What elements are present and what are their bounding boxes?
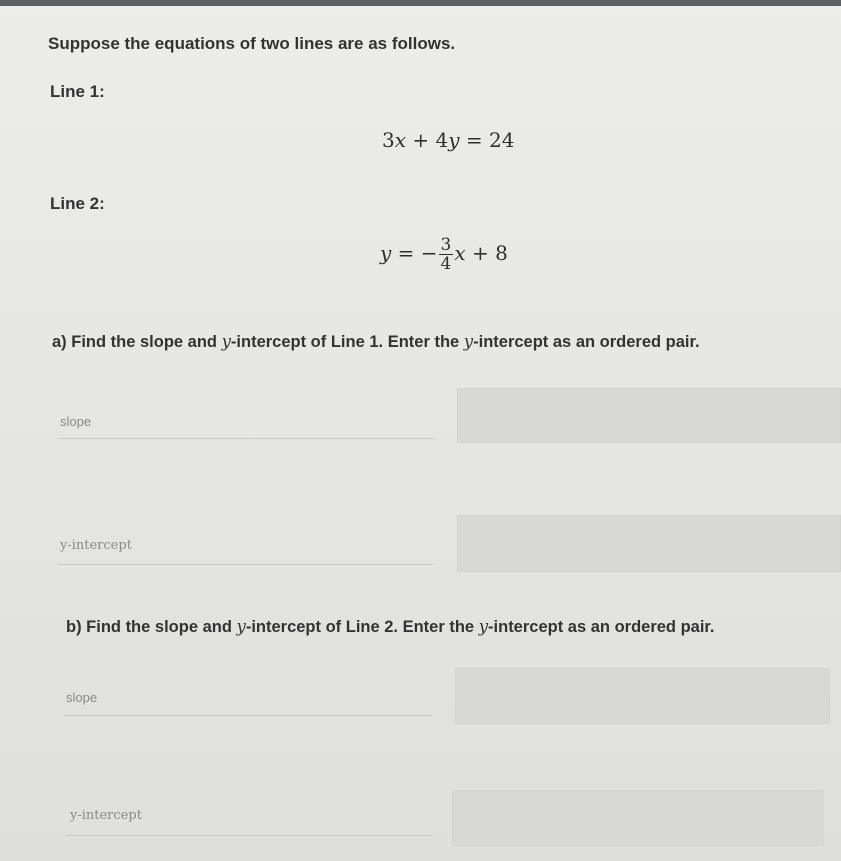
line1-equals: = xyxy=(465,128,483,152)
part-b-slope-input[interactable] xyxy=(455,668,830,724)
line1-var-x: x xyxy=(394,128,407,152)
part-b-slope-divider xyxy=(64,715,432,716)
line2-constant: + 8 xyxy=(472,241,508,265)
line2-equals: = − xyxy=(397,241,438,265)
part-a-text-end: -intercept as an ordered pair. xyxy=(473,333,700,351)
part-a-var: y xyxy=(221,332,231,351)
part-b-intercept-label: y-intercept xyxy=(70,808,142,823)
line2-equation xyxy=(380,236,508,273)
part-b-question xyxy=(66,617,715,637)
part-a-slope-divider xyxy=(58,438,434,439)
line2-label: Line 2: xyxy=(50,194,105,213)
line1-coef-x: 3 xyxy=(382,128,395,152)
line2-fraction-numerator: 3 xyxy=(440,235,452,255)
line1-plus: + xyxy=(412,128,430,152)
part-a-var: y xyxy=(463,332,474,351)
line2-var-y: y xyxy=(380,241,392,265)
part-b-text-end: -intercept as an ordered pair. xyxy=(488,618,715,636)
problem-intro: Suppose the equations of two lines are as follows. xyxy=(48,34,456,53)
line1-label: Line 1: xyxy=(50,82,105,101)
line1-coef-y: 4 xyxy=(435,128,449,152)
part-a-text-middle: -intercept of Line 1. Enter the xyxy=(230,333,464,351)
part-b-text-start: b) Find the slope and xyxy=(66,618,237,636)
part-a-text-start: a) Find the slope and xyxy=(52,333,222,351)
part-a-question xyxy=(52,332,700,352)
part-a-slope-input[interactable] xyxy=(457,388,841,443)
line2-slope-fraction xyxy=(439,236,454,273)
line2-fraction-denominator: 4 xyxy=(440,254,452,274)
top-bar xyxy=(0,0,841,6)
line2-var-x: x xyxy=(454,241,466,265)
line1-rhs: 24 xyxy=(489,128,515,152)
part-a-intercept-divider xyxy=(58,564,434,565)
part-b-intercept-input[interactable] xyxy=(452,790,824,846)
part-a-intercept-input[interactable] xyxy=(457,515,841,572)
line1-var-y: y xyxy=(448,128,460,152)
line1-equation xyxy=(382,128,514,152)
part-a-intercept-label: y-intercept xyxy=(60,538,132,553)
part-b-text-middle: -intercept of Line 2. Enter the xyxy=(245,618,479,636)
part-a-slope-label: slope xyxy=(60,414,92,429)
part-b-var: y xyxy=(478,617,489,636)
part-b-var: y xyxy=(236,617,246,636)
part-b-intercept-divider xyxy=(66,835,432,836)
part-b-slope-label: slope xyxy=(66,690,98,705)
